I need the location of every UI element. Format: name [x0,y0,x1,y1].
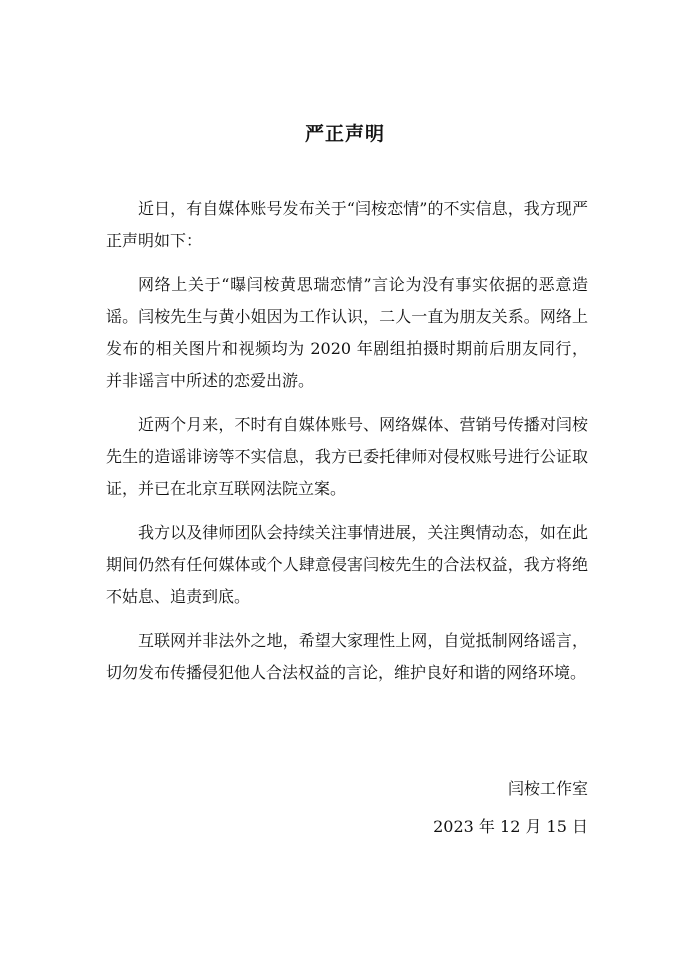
issue-date: 2023 年 12 月 15 日 [433,817,588,836]
document-body [106,193,588,701]
paragraph-intro: 近日，有自媒体账号发布关于“闫桉恋情”的不实信息，我方现严正声明如下： [106,199,588,250]
issuer-name: 闫桉工作室 [507,779,588,798]
paragraph-appeal: 互联网并非法外之地，希望大家理性上网，自觉抵制网络谣言，切勿发布传播侵犯他人合法权益的言论，维护良好和谐的网络环境。 [106,631,588,682]
signature-block [390,770,588,846]
paragraph-legal-action: 近两个月来，不时有自媒体账号、网络媒体、营销号传播对闫桉先生的造谣诽谤等不实信息，我方已委托律师对侵权账号进行公证取证，并已在北京互联网法院立案。 [106,415,588,498]
paragraph-monitoring: 我方以及律师团队会持续关注事情进展，关注舆情动态，如在此期间仍然有任何媒体或个人肆意侵害闫桉先生的合法权益，我方将绝不姑息、追责到底。 [106,523,588,606]
paragraph-rumor-denial: 网络上关于“曝闫桉黄思瑞恋情”言论为没有事实依据的恶意造谣。闫桉先生与黄小姐因为工作认识，二人一直为朋友关系。网络上发布的相关图片和视频均为 2020 年剧组拍摄时期前后朋友同行，并非谣言中所述的恋爱出游。 [106,275,588,390]
document-title: 严正声明 [304,123,385,145]
